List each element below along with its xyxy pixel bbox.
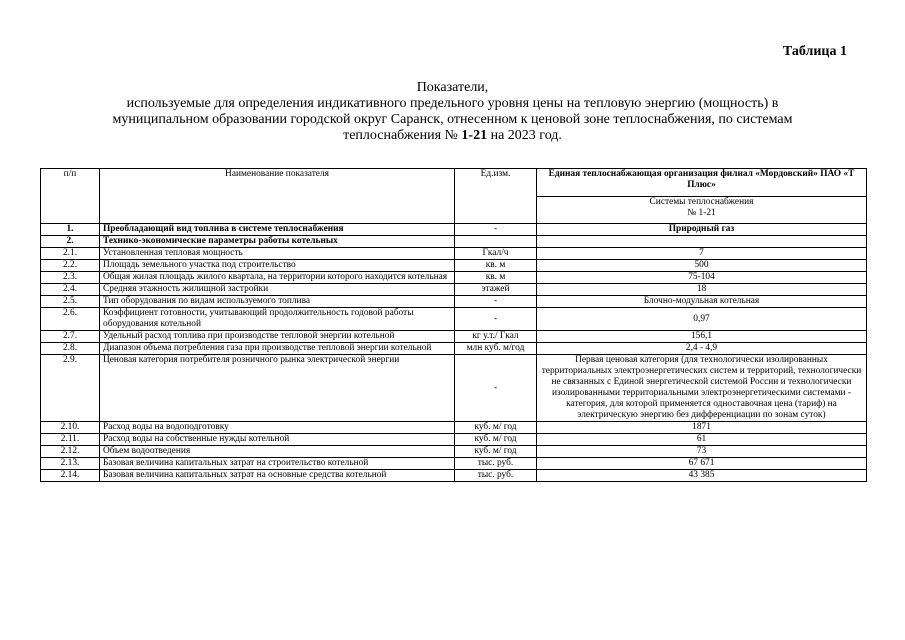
row-unit: тыс. руб. [455,470,537,482]
table-row [41,248,867,260]
row-number: 2.3. [41,272,100,284]
row-indicator-name: Технико-экономические параметры работы котельных [100,236,455,248]
table-row [41,224,867,236]
heading-line-3: муниципальном образовании городской округ Саранск, отнесенном к ценовой зоне теплоснабжения, по системам [112,112,793,127]
row-number: 2.14. [41,470,100,482]
row-number: 2.6. [41,308,100,331]
row-indicator-name: Расход воды на водоподготовку [100,422,455,434]
row-unit: куб. м/ год [455,434,537,446]
row-unit: - [455,296,537,308]
row-number: 2.10. [41,422,100,434]
row-unit: кв. м [455,260,537,272]
row-number: 2.5. [41,296,100,308]
row-indicator-name: Общая жилая площадь жилого квартала, на территории которого находится котельная [100,272,455,284]
row-unit: Гкал/ч [455,248,537,260]
row-number: 2.4. [41,284,100,296]
row-indicator-name: Установленная тепловая мощность [100,248,455,260]
table-row [41,284,867,296]
heading-line-1: Показатели, [416,80,489,95]
row-value: 18 [537,284,867,296]
row-value [537,236,867,248]
row-value: Блочно-модульная котельная [537,296,867,308]
header-unit: Ед.изм. [455,169,537,224]
row-unit: млн куб. м/год [455,343,537,355]
row-unit: тыс. руб. [455,458,537,470]
document-heading [40,80,865,144]
table-header-row [41,169,867,197]
row-unit: этажей [455,284,537,296]
row-number: 2.11. [41,434,100,446]
table-row [41,272,867,284]
row-value: Первая ценовая категория (для технологически изолированных территориальных электроэнергетических систем и территорий, технологически не связанных с Единой энергетической системой России и технологически изолированными территориальными электроэнергетическими системами - категория, для которой применяется одноставочная цена (тариф) на электрическую энергию без дифференциации по зонам суток) [537,355,867,422]
row-value: 7 [537,248,867,260]
row-number: 2.8. [41,343,100,355]
row-unit: - [455,224,537,236]
row-unit: кг у.т./ Гкал [455,331,537,343]
row-value: 156,1 [537,331,867,343]
row-indicator-name: Расход воды на собственные нужды котельной [100,434,455,446]
row-indicator-name: Площадь земельного участка под строительство [100,260,455,272]
heading-line-2: используемые для определения индикативного предельного уровня цены на тепловую энергию (мощность) в [126,96,779,111]
row-number: 2.7. [41,331,100,343]
table-row [41,446,867,458]
row-indicator-name: Коэффициент готовности, учитывающий продолжительность годовой работы оборудования котельной [100,308,455,331]
header-name: Наименование показателя [100,169,455,224]
row-number: 2. [41,236,100,248]
table-row [41,422,867,434]
row-number: 1. [41,224,100,236]
table-row [41,434,867,446]
row-number: 2.1. [41,248,100,260]
row-unit: - [455,308,537,331]
indicators-table [40,168,867,482]
row-value: Природный газ [537,224,867,236]
row-indicator-name: Базовая величина капитальных затрат на основные средства котельной [100,470,455,482]
table-row [41,343,867,355]
row-value: 0,97 [537,308,867,331]
row-indicator-name: Средняя этажность жилищной застройки [100,284,455,296]
row-unit: кв. м [455,272,537,284]
row-indicator-name: Преобладающий вид топлива в системе теплоснабжения [100,224,455,236]
row-indicator-name: Тип оборудования по видам используемого топлива [100,296,455,308]
row-value: 61 [537,434,867,446]
table-row [41,260,867,272]
row-unit: куб. м/ год [455,446,537,458]
header-num: п/п [41,169,100,224]
row-unit: - [455,355,537,422]
row-value: 75-104 [537,272,867,284]
row-value: 43 385 [537,470,867,482]
row-indicator-name: Ценовая категория потребителя розничного рынка электрической энергии [100,355,455,422]
table-number-label: Таблица 1 [782,44,847,59]
table-row [41,458,867,470]
table-row [41,308,867,331]
table-row [41,470,867,482]
row-unit [455,236,537,248]
row-indicator-name: Объем водоотведения [100,446,455,458]
row-indicator-name: Диапазон объема потребления газа при производстве тепловой энергии котельной [100,343,455,355]
row-number: 2.2. [41,260,100,272]
header-systems: Системы теплоснабжения № 1-21 [537,196,867,224]
row-number: 2.12. [41,446,100,458]
row-value: 67 671 [537,458,867,470]
row-indicator-name: Удельный расход топлива при производстве тепловой энергии котельной [100,331,455,343]
row-value: 1871 [537,422,867,434]
row-indicator-name: Базовая величина капитальных затрат на строительство котельной [100,458,455,470]
table-row [41,296,867,308]
table-row [41,355,867,422]
row-number: 2.13. [41,458,100,470]
row-value: 500 [537,260,867,272]
table-row [41,236,867,248]
row-number: 2.9. [41,355,100,422]
table-row [41,331,867,343]
row-value: 2,4 - 4,9 [537,343,867,355]
heading-line-4: теплоснабжения № 1-21 на 2023 год. [343,128,562,143]
row-unit: куб. м/ год [455,422,537,434]
header-organization: Единая теплоснабжающая организация филиал «Мордовский» ПАО «Т Плюс» [537,169,867,197]
row-value: 73 [537,446,867,458]
